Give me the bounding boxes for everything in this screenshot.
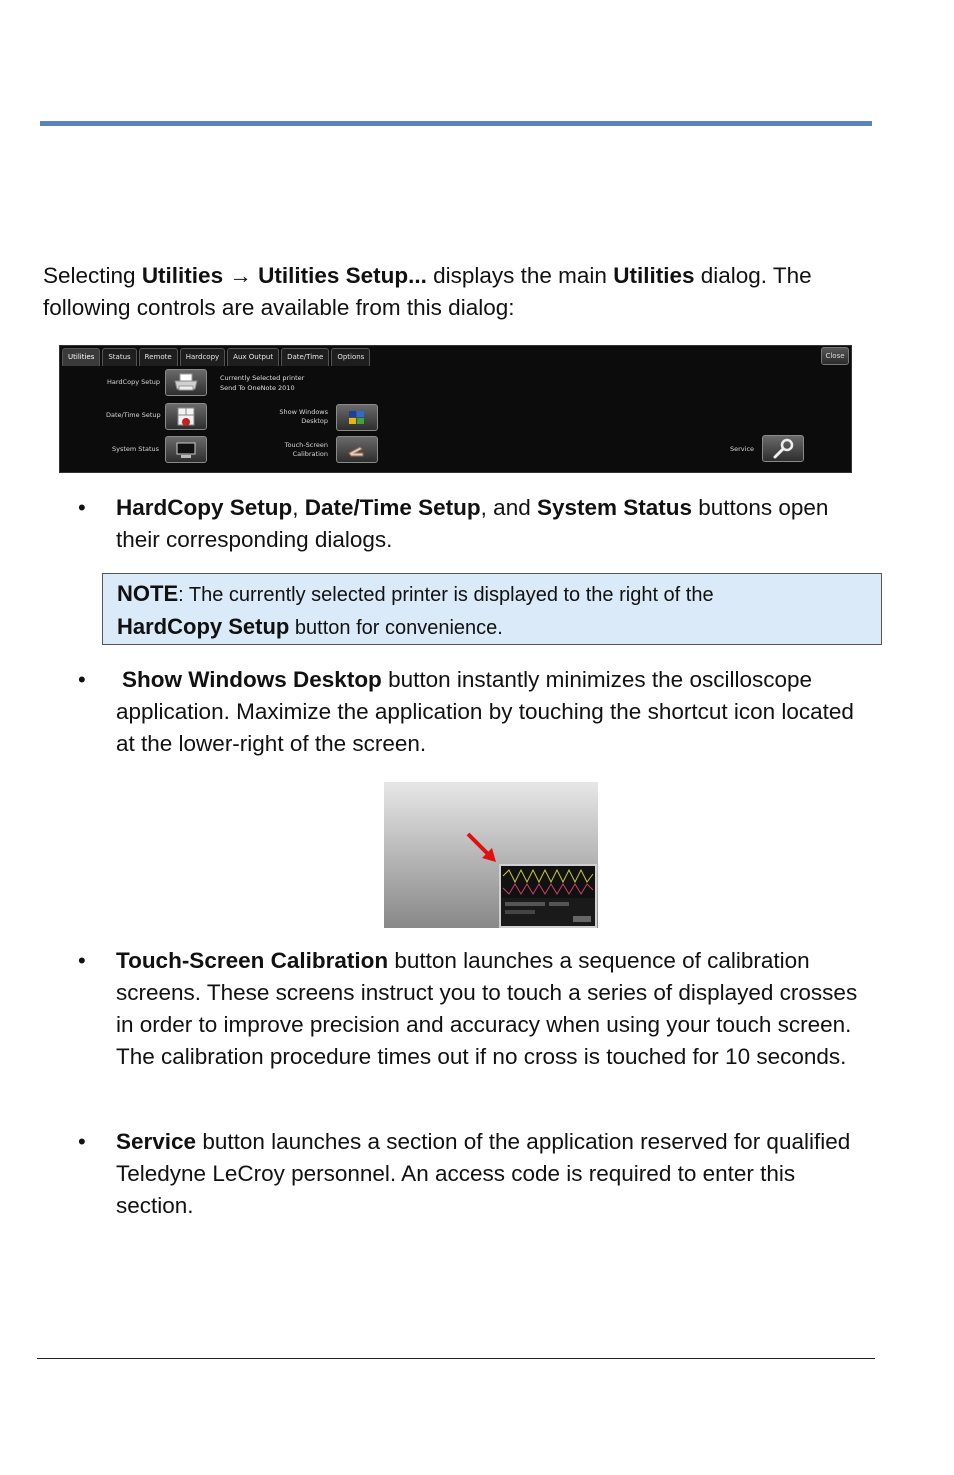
note-text: : The currently selected printer is displayed to the right of the — [178, 584, 714, 606]
touch-screen-calibration-label — [268, 441, 328, 459]
text: buttons open their corresponding dialogs. — [116, 495, 829, 552]
system-status-label: System Status — [112, 445, 160, 453]
note-label: NOTE — [117, 581, 179, 606]
oscilloscope-shortcut-icon[interactable] — [499, 864, 597, 928]
text: , and — [480, 495, 537, 520]
monitor-icon — [175, 441, 197, 459]
tab-date-time[interactable]: Date/Time — [281, 348, 329, 366]
bullet-marker: • — [78, 1129, 86, 1154]
bold-term: Service — [116, 1129, 197, 1154]
hardcopy-setup-label: HardCopy Setup — [107, 378, 161, 386]
intro-text: displays the main — [426, 263, 614, 288]
note-box — [102, 573, 882, 645]
touch-line: Touch-Screen — [284, 441, 328, 449]
note-bold-term: HardCopy Setup — [117, 614, 290, 639]
text: button launches a section of the application reserved for qualified Teledyne LeCroy personnel. An access code is required to enter this section. — [116, 1129, 851, 1218]
service-label: Service — [730, 445, 755, 453]
intro-menu-path: Utilities → Utilities Setup... — [141, 263, 427, 288]
bullet-hardcopy-date-status — [116, 492, 876, 556]
bullet-marker: • — [78, 495, 86, 520]
tab-aux-output[interactable]: Aux Output — [227, 348, 279, 366]
wrench-icon — [771, 438, 795, 460]
bullet-marker: • — [78, 667, 86, 692]
bold-term: Touch-Screen Calibration — [116, 948, 389, 973]
text: , — [292, 495, 305, 520]
note-line-2 — [117, 611, 881, 644]
bold-term: Date/Time Setup — [304, 495, 481, 520]
touch-line: Calibration — [292, 450, 328, 458]
dialog-tabbar — [62, 348, 372, 366]
bullet-marker: • — [78, 948, 86, 973]
show-desktop-line: Show Windows — [279, 408, 328, 416]
hardcopy-setup-button[interactable] — [165, 369, 207, 396]
system-status-button[interactable] — [165, 436, 207, 463]
note-text: button for convenience. — [289, 617, 503, 639]
printer-caption: Currently Selected printer — [220, 374, 305, 382]
intro-paragraph — [43, 260, 883, 324]
bullet-service — [116, 1126, 876, 1222]
utilities-dialog — [59, 345, 852, 473]
bullet-touch-calibration — [116, 945, 876, 1073]
touch-screen-calibration-button[interactable] — [336, 436, 378, 463]
show-windows-desktop-button[interactable] — [336, 404, 378, 431]
windows-desktop-icon — [346, 408, 368, 428]
pointing-hand-icon — [346, 441, 368, 459]
tab-hardcopy[interactable]: Hardcopy — [180, 348, 225, 366]
calendar-clock-icon — [175, 406, 197, 428]
bold-term: HardCopy Setup — [116, 495, 293, 520]
text: button launches a sequence of calibration screens. These screens instruct you to touch a series of displayed crosses in order to improve precision and accuracy when using your touch screen. The calibration procedure times out if no cross is touched for 10 seconds. — [116, 948, 858, 1069]
intro-text: Selecting — [43, 263, 142, 288]
footer-rule — [37, 1358, 875, 1359]
desktop-shortcut-screenshot — [384, 782, 598, 928]
intro-dialog-name: Utilities — [613, 263, 695, 288]
waveform-icon — [501, 866, 595, 926]
printer-name: Send To OneNote 2010 — [220, 384, 295, 392]
date-time-setup-button[interactable] — [165, 403, 207, 430]
show-windows-desktop-label — [268, 408, 328, 426]
tab-status[interactable]: Status — [102, 348, 136, 366]
tab-utilities[interactable]: Utilities — [62, 348, 100, 366]
service-button[interactable] — [762, 435, 804, 462]
note-line-1 — [117, 578, 881, 611]
text: button instantly minimizes the oscilloscope application. Maximize the application by touching the shortcut icon located at the lower-right of the screen. — [116, 667, 854, 756]
bold-term: System Status — [536, 495, 693, 520]
date-time-setup-label: Date/Time Setup — [106, 411, 161, 419]
selected-printer-info — [220, 373, 304, 393]
close-button[interactable]: Close — [821, 347, 849, 365]
bold-term: Show Windows Desktop — [122, 667, 382, 692]
show-desktop-line: Desktop — [301, 417, 328, 425]
tab-remote[interactable]: Remote — [139, 348, 178, 366]
bullet-show-desktop — [116, 664, 876, 760]
printer-icon — [173, 373, 199, 393]
intro-text: dialog. The following controls are available from this dialog: — [43, 263, 812, 320]
header-rule — [40, 121, 872, 126]
tab-options[interactable]: Options — [331, 348, 370, 366]
